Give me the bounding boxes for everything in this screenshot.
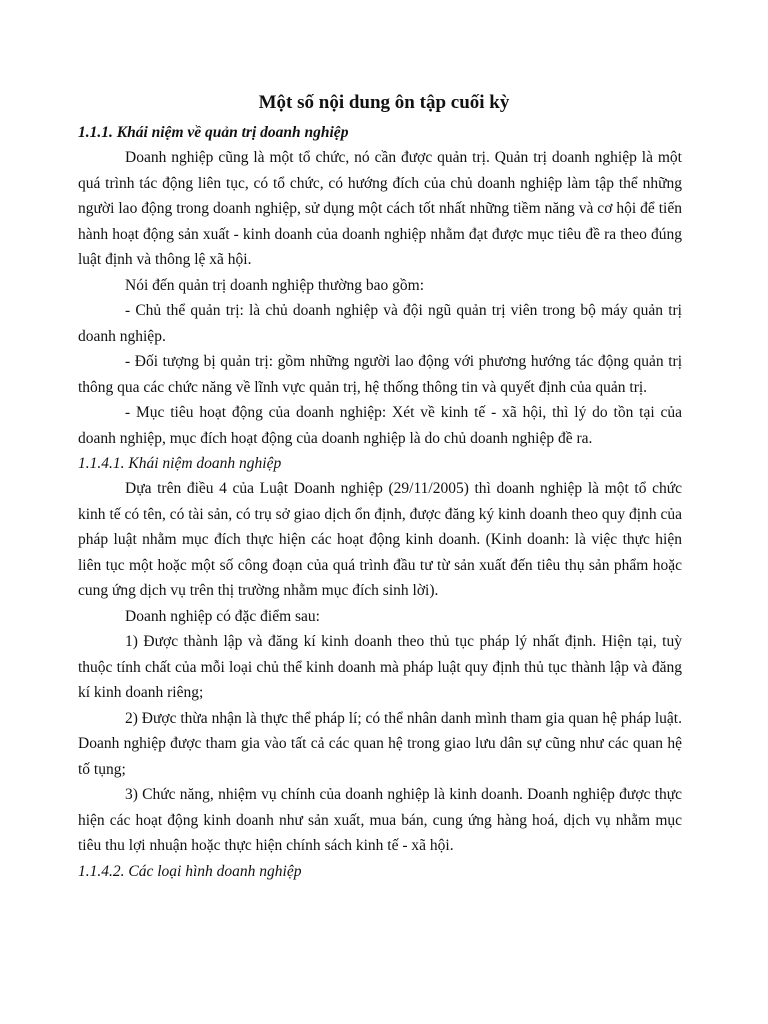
paragraph-characteristic-1: 1) Được thành lập và đăng kí kinh doanh theo thủ tục pháp lý nhất định. Hiện tại, tuỳ thuộc tính chất của mỗi loại chủ thể kinh doanh mà pháp luật quy định thủ tục thành lập và đăng kí kinh doanh riêng;	[78, 633, 682, 701]
section-heading-1-1-4-2: 1.1.4.2. Các loại hình doanh nghiệp	[78, 862, 302, 880]
section-heading-1-1-1: 1.1.1. Khái niệm về quản trị doanh nghiệp	[78, 124, 349, 141]
document-title: Một số nội dung ôn tập cuối kỳ	[258, 92, 510, 113]
paragraph-objective: - Mục tiêu hoạt động của doanh nghiệp: Xét về kinh tế - xã hội, thì lý do tồn tại của doanh nghiệp, mục đích hoạt động của doanh nghiệp là do chủ doanh nghiệp đề ra.	[78, 404, 682, 447]
paragraph-characteristics-intro: Doanh nghiệp có đặc điểm sau:	[125, 607, 320, 625]
paragraph-subject: - Chủ thể quản trị: là chủ doanh nghiệp và đội ngũ quản trị viên trong bộ máy quản trị doanh nghiệp.	[78, 302, 682, 345]
paragraph-includes-intro: Nói đến quản trị doanh nghiệp thường bao gồm:	[125, 276, 424, 294]
paragraph-characteristic-2: 2) Được thừa nhận là thực thể pháp lí; có thể nhân danh mình tham gia quan hệ pháp luật. Doanh nghiệp được tham gia vào tất cả các quan hệ trong giao lưu dân sự cũng như các quan hệ tố tụng;	[78, 709, 682, 778]
paragraph-characteristic-3: 3) Chức năng, nhiệm vụ chính của doanh nghiệp là kinh doanh. Doanh nghiệp được thực hiện các hoạt động kinh doanh như sản xuất, mua bán, cung ứng hàng hoá, dịch vụ nhằm mục tiêu thu lợi nhuận hoặc thực hiện chính sách kinh tế - xã hội.	[78, 786, 682, 854]
paragraph-object: - Đối tượng bị quản trị: gồm những người lao động với phương hướng tác động quản trị thông qua các chức năng về lĩnh vực quản trị, hệ thống thông tin và quyết định của quản trị.	[78, 353, 682, 396]
paragraph-enterprise-law: Dựa trên điều 4 của Luật Doanh nghiệp (29/11/2005) thì doanh nghiệp là một tổ chức kinh tế có tên, có tài sản, có trụ sở giao dịch ổn định, được đăng ký kinh doanh theo quy định của pháp luật nhằm mục đích thực hiện các hoạt động kinh doanh. (Kinh doanh: là việc thực hiện liên tục một hoặc một số công đoạn của quá trình đầu tư từ sản xuất đến tiêu thụ sản phẩm hoặc cung ứng dịch vụ trên thị trường nhằm mục đích sinh lời).	[78, 480, 682, 599]
paragraph-definition: Doanh nghiệp cũng là một tổ chức, nó cần được quản trị. Quản trị doanh nghiệp là một quá trình tác động liên tục, có tổ chức, có hướng đích của chủ doanh nghiệp làm tập thể những người lao động trong doanh nghiệp, sử dụng một cách tốt nhất những tiềm năng và cơ hội để tiến hành hoạt động sản xuất - kinh doanh của doanh nghiệp nhằm đạt được mục tiêu đề ra theo đúng luật định và thông lệ xã hội.	[78, 149, 682, 268]
section-heading-1-1-4-1: 1.1.4.1. Khái niệm doanh nghiệp	[78, 455, 282, 472]
